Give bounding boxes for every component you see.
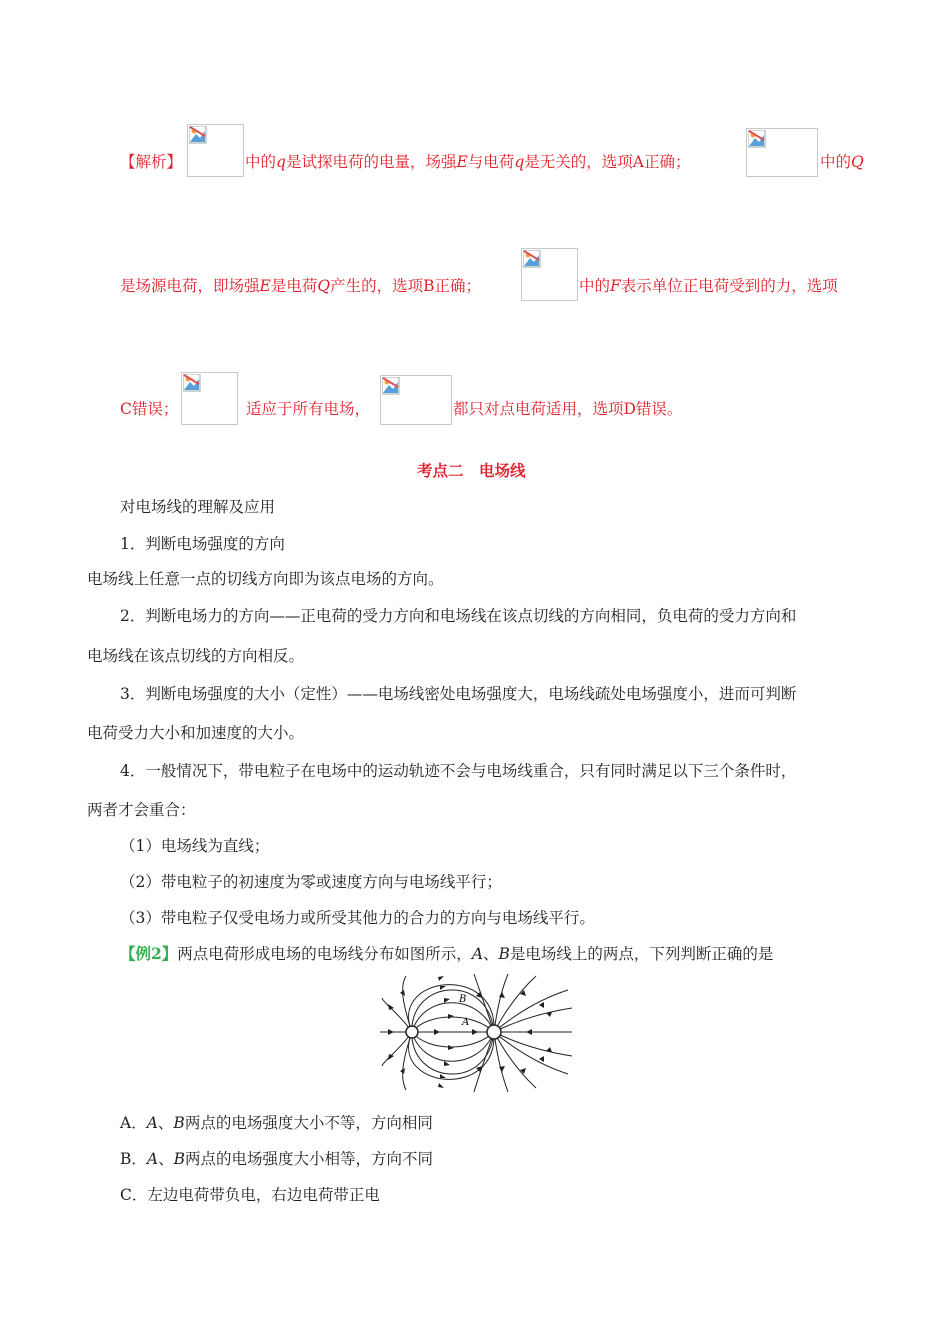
point-2-line-2: 电场线在该点切线的方向相反。 [87, 647, 305, 665]
analysis-label: 【解析】 [120, 153, 183, 171]
option-prefix: A． [120, 1114, 147, 1132]
text-segment: 适应于所有电场， [246, 400, 371, 418]
point-3-line-1: 3．判断电场强度的大小（定性）——电场线密处电场强度大，电场线疏处电场强度小，进而可判断 [120, 685, 797, 703]
option-text: 两点的电场强度大小相等，方向不同 [185, 1150, 434, 1168]
point-A-label: A [462, 1017, 470, 1028]
text-segment: 中的 [820, 153, 852, 171]
point-4-line-1: 4．一般情况下，带电粒子在电场中的运动轨迹不会与电场线重合，只有同时满足以下三个条件时， [120, 762, 797, 780]
point-2-line-1: 2．判断电场力的方向——正电荷的受力方向和电场线在该点切线的方向相同，负电荷的受力方向和 [120, 607, 797, 625]
text-segment: 中的 [579, 277, 611, 295]
condition-2: （2）带电粒子的初速度为零或速度方向与电场线平行； [120, 873, 502, 891]
option-text: 两点的电场强度大小不等，方向相同 [184, 1114, 433, 1132]
point-4-line-2: 两者才会重合： [87, 801, 196, 819]
text-segment: 产生的，选项B正确； [330, 277, 481, 295]
text-segment: 、 [158, 1150, 174, 1168]
variable-B: B [173, 1150, 185, 1168]
analysis-line-1-rest [245, 151, 690, 173]
option-prefix: B． [120, 1150, 147, 1168]
formula-image-placeholder [521, 248, 578, 301]
analysis-line-3 [120, 398, 178, 420]
variable-A: A [146, 1150, 159, 1168]
text-segment: 是无关的，选项A正确； [524, 153, 691, 171]
variable-Q: Q [317, 277, 331, 295]
formula-image-placeholder [181, 372, 238, 425]
right-charge [487, 1025, 501, 1039]
variable-A: A [146, 1114, 158, 1132]
analysis-line-1 [120, 151, 182, 173]
formula-image-placeholder [380, 375, 452, 425]
broken-image-icon [523, 250, 541, 268]
example-question [120, 943, 773, 965]
analysis-line-1-end [820, 151, 864, 173]
variable-q: q [276, 153, 286, 171]
analysis-line-2-rest [579, 275, 838, 297]
condition-3: （3）带电粒子仅受电场力或所受其他力的合力的方向与电场线平行。 [120, 909, 595, 927]
variable-q: q [514, 153, 525, 171]
option-A [120, 1112, 433, 1134]
text-segment: C错误； [120, 400, 179, 418]
text-segment: 、 [157, 1114, 174, 1132]
variable-B: B [173, 1114, 185, 1132]
text-segment: 两点电荷形成电场的电场线分布如图所示， [177, 945, 472, 963]
text-segment: 是电荷 [270, 277, 318, 295]
text-segment: 是电场线上的两点，下列判断正确的是 [509, 945, 774, 963]
section-title: 考点二 电场线 [417, 461, 526, 480]
broken-image-icon [183, 374, 201, 392]
variable-E: E [456, 153, 468, 171]
text-segment: 是试探电荷的电量，场强 [285, 153, 457, 171]
broken-image-icon [189, 126, 207, 144]
variable-E: E [259, 277, 271, 295]
variable-F: F [610, 277, 621, 295]
formula-image-placeholder [746, 128, 818, 177]
point-3-line-2: 电荷受力大小和加速度的大小。 [87, 724, 305, 742]
analysis-line-2 [120, 275, 481, 297]
condition-1: （1）电场线为直线； [120, 837, 270, 855]
left-charge [406, 1026, 418, 1038]
variable-B: B [498, 945, 510, 963]
option-C: C．左边电荷带负电，右边电荷带正电 [120, 1186, 380, 1204]
text-segment: 是场源电荷，即场强 [120, 277, 260, 295]
text-segment: 中的 [245, 153, 277, 171]
point-B-label: B [459, 994, 467, 1005]
text-segment: 与电荷 [467, 153, 515, 171]
broken-image-icon [748, 130, 766, 148]
electric-field-lines-figure [378, 972, 574, 1094]
variable-A: A [471, 945, 484, 963]
broken-image-icon [382, 377, 400, 395]
text-segment: 表示单位正电荷受到的力，选项 [620, 277, 838, 295]
example-label: 【例2】 [120, 944, 178, 963]
option-B [120, 1148, 433, 1170]
section-intro: 对电场线的理解及应用 [120, 498, 276, 516]
text-segment: 都只对点电荷适用，选项D错误。 [453, 400, 683, 418]
formula-image-placeholder [187, 124, 244, 177]
variable-Q: Q [851, 153, 864, 171]
analysis-line-3-mid [246, 398, 370, 420]
text-segment: 、 [483, 945, 499, 963]
point-1-title: 1．判断电场强度的方向 [120, 535, 285, 553]
analysis-line-3-end [453, 398, 682, 420]
point-1-body: 电场线上任意一点的切线方向即为该点电场的方向。 [87, 570, 444, 588]
